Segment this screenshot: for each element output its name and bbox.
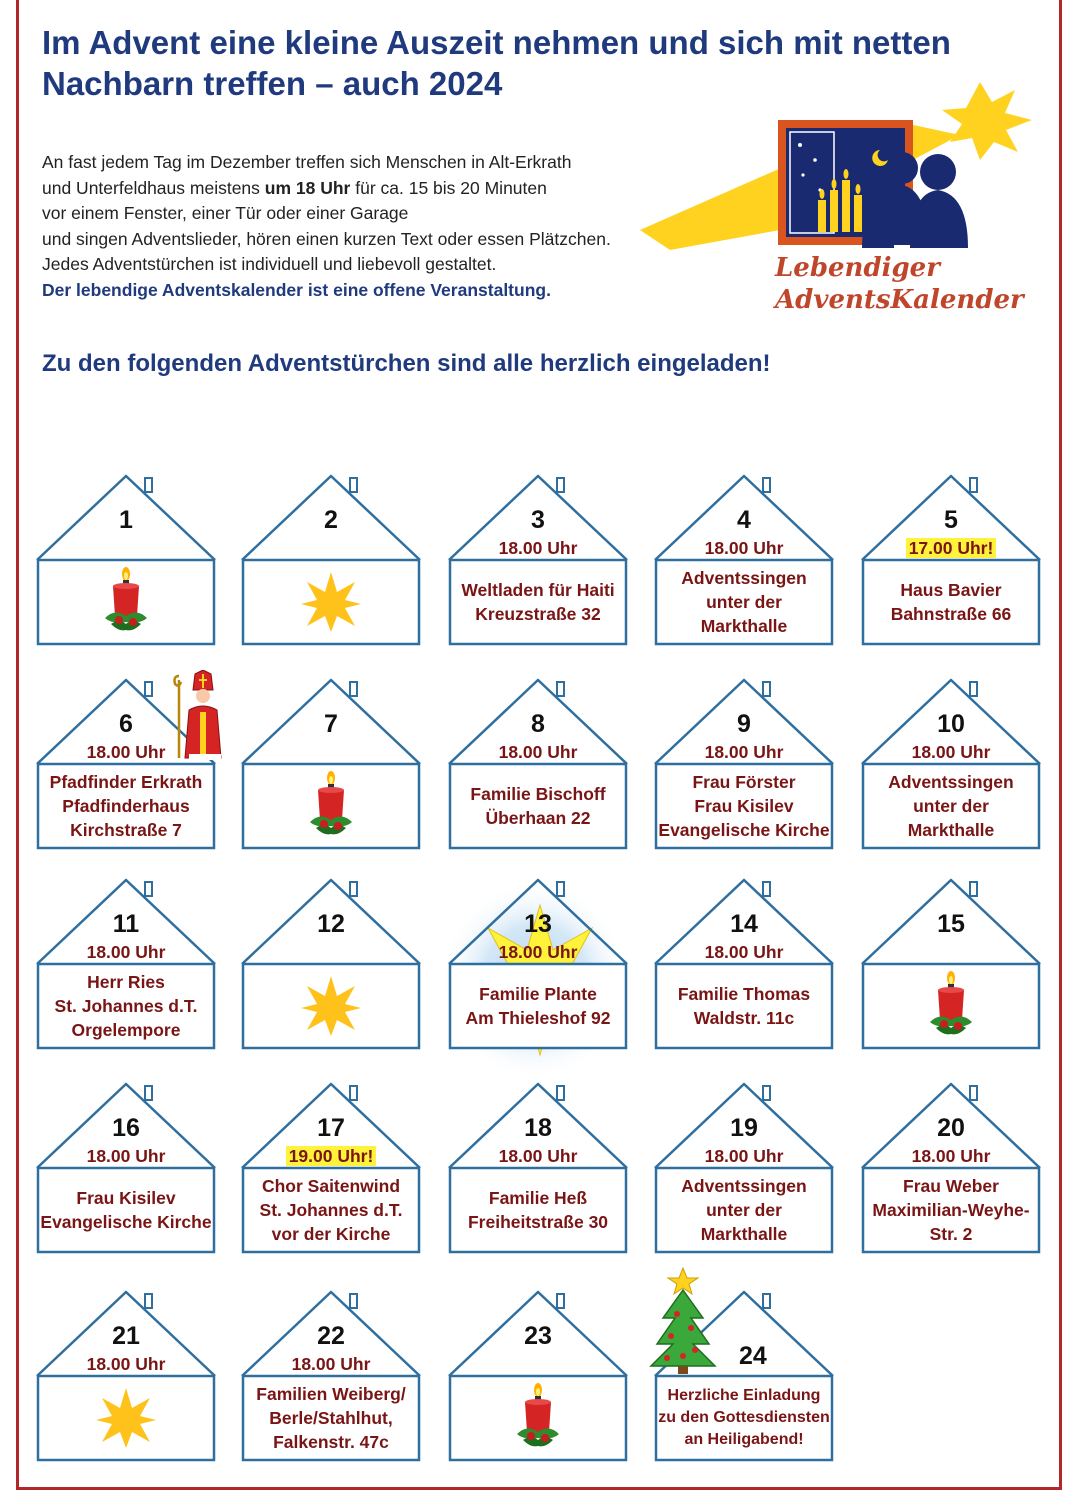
door-event-line: Familie Heß <box>488 1188 588 1208</box>
door-time-text: 18.00 Uhr <box>498 1146 578 1166</box>
door-time-text: 18.00 Uhr <box>704 1146 784 1166</box>
door-event-line: Berle/Stahlhut, <box>269 1408 393 1428</box>
door-time-text: 18.00 Uhr <box>704 942 784 962</box>
door-time <box>447 1146 629 1166</box>
advent-door-18 <box>447 1080 629 1254</box>
advent-door-9 <box>653 676 835 850</box>
door-time <box>653 538 835 558</box>
door-event-line: Frau Weber <box>903 1176 999 1196</box>
door-event-line: Bahnstraße 66 <box>890 604 1012 624</box>
advent-door-23 <box>447 1288 629 1462</box>
door-event-text <box>655 766 833 846</box>
door-event-line: unter der <box>913 796 989 816</box>
door-number: 19 <box>730 1114 758 1142</box>
door-event-line: Evangelische Kirche <box>40 1212 212 1232</box>
advent-door-22 <box>240 1288 422 1462</box>
door-number: 12 <box>317 910 345 938</box>
door-time-text: 18.00 Uhr <box>86 942 166 962</box>
door-number: 13 <box>524 910 552 938</box>
door-time <box>240 1146 422 1166</box>
advent-door-17 <box>240 1080 422 1254</box>
door-event-line: Familie Thomas <box>677 984 811 1004</box>
door-time <box>860 1146 1042 1166</box>
advent-door-14 <box>653 876 835 1050</box>
candle-icon <box>306 770 356 840</box>
door-time <box>860 742 1042 762</box>
door-event-line: unter der <box>706 1200 782 1220</box>
door-event-line: Frau Kisilev <box>76 1188 176 1208</box>
door-event-text <box>449 766 627 846</box>
door-event-text <box>37 1170 215 1250</box>
door-event-text <box>449 1170 627 1250</box>
door-number: 1 <box>119 506 133 534</box>
intro-line-emphasis: Der lebendige Adventskalender ist eine offene Veranstaltung. <box>42 279 551 300</box>
star-icon <box>299 570 363 634</box>
door-event-line: Chor Saitenwind <box>261 1176 401 1196</box>
door-event-text <box>655 1170 833 1250</box>
door-time <box>653 1146 835 1166</box>
door-event-line: Herzliche Einladung <box>667 1387 821 1404</box>
advent-door-1 <box>35 472 217 646</box>
intro-line-bold: um 18 Uhr <box>264 177 351 198</box>
door-time-text: 18.00 Uhr <box>86 742 166 762</box>
door-number: 20 <box>937 1114 965 1142</box>
door-event-text <box>655 562 833 642</box>
door-event-line: Adventssingen <box>888 772 1014 792</box>
intro-line: vor einem Fenster, einer Tür oder einer Garage <box>42 203 409 223</box>
advent-door-15 <box>860 876 1042 1050</box>
advent-door-16 <box>35 1080 217 1254</box>
door-event-line: zu den Gottesdiensten <box>658 1409 830 1426</box>
door-event-text <box>655 1378 833 1458</box>
door-number: 11 <box>112 910 140 938</box>
advent-door-12 <box>240 876 422 1050</box>
door-time-text: 18.00 Uhr <box>86 1354 166 1374</box>
door-number: 7 <box>324 710 338 738</box>
logo-text <box>775 252 1024 316</box>
door-time-text: 18.00 Uhr <box>86 1146 166 1166</box>
candle-icon <box>513 1382 563 1452</box>
door-event-line: Kirchstraße 7 <box>70 820 182 840</box>
advent-door-6 <box>35 676 217 850</box>
door-event-line: Evangelische Kirche <box>658 820 830 840</box>
advent-door-5 <box>860 472 1042 646</box>
advent-door-20 <box>860 1080 1042 1254</box>
door-time <box>447 742 629 762</box>
door-event-text <box>449 966 627 1046</box>
door-event-line: Herr Ries <box>87 972 165 992</box>
door-event-line: Frau Förster <box>692 772 796 792</box>
star-icon <box>94 1386 158 1450</box>
door-event-line: Falkenstr. 47c <box>273 1432 389 1452</box>
advent-door-19 <box>653 1080 835 1254</box>
star-icon <box>299 974 363 1038</box>
advent-door-2 <box>240 472 422 646</box>
door-event-line: Frau Kisilev <box>694 796 794 816</box>
advent-door-3 <box>447 472 629 646</box>
saint-nicholas-icon <box>173 670 225 762</box>
door-event-line: Str. 2 <box>929 1224 973 1244</box>
door-event-line: Waldstr. 11c <box>693 1008 795 1028</box>
door-time <box>447 942 629 962</box>
page-title: Im Advent eine kleine Auszeit nehmen und sich mit netten Nachbarn treffen – auch 2024 <box>42 24 951 102</box>
door-number: 16 <box>112 1114 140 1142</box>
intro-text <box>42 150 642 303</box>
door-event-text <box>242 1378 420 1458</box>
door-number: 14 <box>730 910 758 938</box>
section-subtitle: Zu den folgenden Adventstürchen sind alle herzlich eingeladen! <box>42 350 771 377</box>
door-number: 5 <box>944 506 958 534</box>
door-event-line: Markthalle <box>907 820 995 840</box>
door-event-line: vor der Kirche <box>271 1224 391 1244</box>
door-event-line: Überhaan 22 <box>485 808 591 828</box>
door-number: 8 <box>531 710 545 738</box>
door-event-line: Pfadfinder Erkrath <box>49 772 203 792</box>
door-number: 9 <box>737 710 751 738</box>
door-number: 2 <box>324 506 338 534</box>
door-event-line: unter der <box>706 592 782 612</box>
christmas-tree-icon <box>647 1266 719 1376</box>
door-event-line: Haus Bavier <box>900 580 1002 600</box>
intro-line: An fast jedem Tag im Dezember treffen sich Menschen in Alt-Erkrath <box>42 152 572 172</box>
candle-icon <box>926 970 976 1040</box>
door-event-line: Adventssingen <box>681 568 807 588</box>
door-time-text: 18.00 Uhr <box>704 538 784 558</box>
advent-door-8 <box>447 676 629 850</box>
door-event-text <box>37 766 215 846</box>
intro-line: und singen Adventslieder, hören einen kurzen Text oder essen Plätzchen. <box>42 228 611 249</box>
door-time-text: 18.00 Uhr <box>911 742 991 762</box>
door-time-text: 18.00 Uhr <box>704 742 784 762</box>
candle-icon <box>101 566 151 636</box>
advent-door-21 <box>35 1288 217 1462</box>
door-number: 21 <box>112 1322 140 1350</box>
door-time-text: 18.00 Uhr <box>498 942 578 962</box>
door-time-text: 18.00 Uhr <box>498 538 578 558</box>
door-event-line: St. Johannes d.T. <box>54 996 198 1016</box>
door-number: 23 <box>524 1322 552 1350</box>
door-time <box>35 1146 217 1166</box>
intro-line <box>42 176 642 202</box>
advent-door-13 <box>447 876 629 1050</box>
door-time <box>653 942 835 962</box>
door-number: 22 <box>317 1322 345 1350</box>
logo-line: AdventsKalender <box>775 285 1024 315</box>
intro-line-part: für ca. 15 bis 20 Minuten <box>350 177 547 198</box>
advent-door-11 <box>35 876 217 1050</box>
door-number: 3 <box>531 506 545 534</box>
door-time <box>35 942 217 962</box>
door-number: 24 <box>739 1342 767 1370</box>
door-event-line: Kreuzstraße 32 <box>475 604 601 624</box>
door-time-text: 19.00 Uhr! <box>286 1146 377 1166</box>
door-event-text <box>862 1170 1040 1250</box>
door-event-line: St. Johannes d.T. <box>259 1200 403 1220</box>
door-time <box>35 1354 217 1374</box>
door-number: 10 <box>937 710 965 738</box>
door-time-text: 18.00 Uhr <box>291 1354 371 1374</box>
advent-door-4 <box>653 472 835 646</box>
door-event-line: Maximilian-Weyhe- <box>872 1200 1030 1220</box>
advent-door-7 <box>240 676 422 850</box>
door-time <box>447 538 629 558</box>
door-time-text: 17.00 Uhr! <box>906 538 997 558</box>
intro-line-part: und Unterfeldhaus meistens <box>42 177 265 198</box>
door-event-line: Markthalle <box>700 616 788 636</box>
door-time-text: 18.00 Uhr <box>911 1146 991 1166</box>
door-event-text <box>449 562 627 642</box>
door-number: 17 <box>317 1114 345 1142</box>
door-number: 15 <box>937 910 965 938</box>
door-number: 18 <box>524 1114 552 1142</box>
intro-line: Jedes Adventstürchen ist individuell und liebevoll gestaltet. <box>42 254 497 274</box>
door-event-line: Pfadfinderhaus <box>62 796 190 816</box>
door-event-line: Orgelempore <box>71 1020 181 1040</box>
door-time-text: 18.00 Uhr <box>498 742 578 762</box>
door-event-text <box>242 1170 420 1250</box>
door-event-text <box>37 966 215 1046</box>
door-number: 4 <box>737 506 751 534</box>
door-event-text <box>655 966 833 1046</box>
logo-line: Lebendiger <box>775 253 940 283</box>
door-event-line: Familie Bischoff <box>470 784 606 804</box>
door-time <box>653 742 835 762</box>
door-event-text <box>862 562 1040 642</box>
advent-door-10 <box>860 676 1042 850</box>
door-event-line: Markthalle <box>700 1224 788 1244</box>
door-event-line: Familie Plante <box>479 984 597 1004</box>
door-event-line: Am Thieleshof 92 <box>465 1008 611 1028</box>
advent-door-24 <box>653 1288 835 1462</box>
door-event-line: Familien Weiberg/ <box>256 1384 406 1404</box>
door-number: 6 <box>119 710 133 738</box>
door-event-line: Weltladen für Haiti <box>461 580 615 600</box>
door-event-text <box>862 766 1040 846</box>
door-time <box>240 1354 422 1374</box>
door-time <box>860 538 1042 558</box>
door-event-line: Adventssingen <box>681 1176 807 1196</box>
door-event-line: Freiheitstraße 30 <box>467 1212 609 1232</box>
door-event-line: an Heiligabend! <box>684 1431 804 1448</box>
